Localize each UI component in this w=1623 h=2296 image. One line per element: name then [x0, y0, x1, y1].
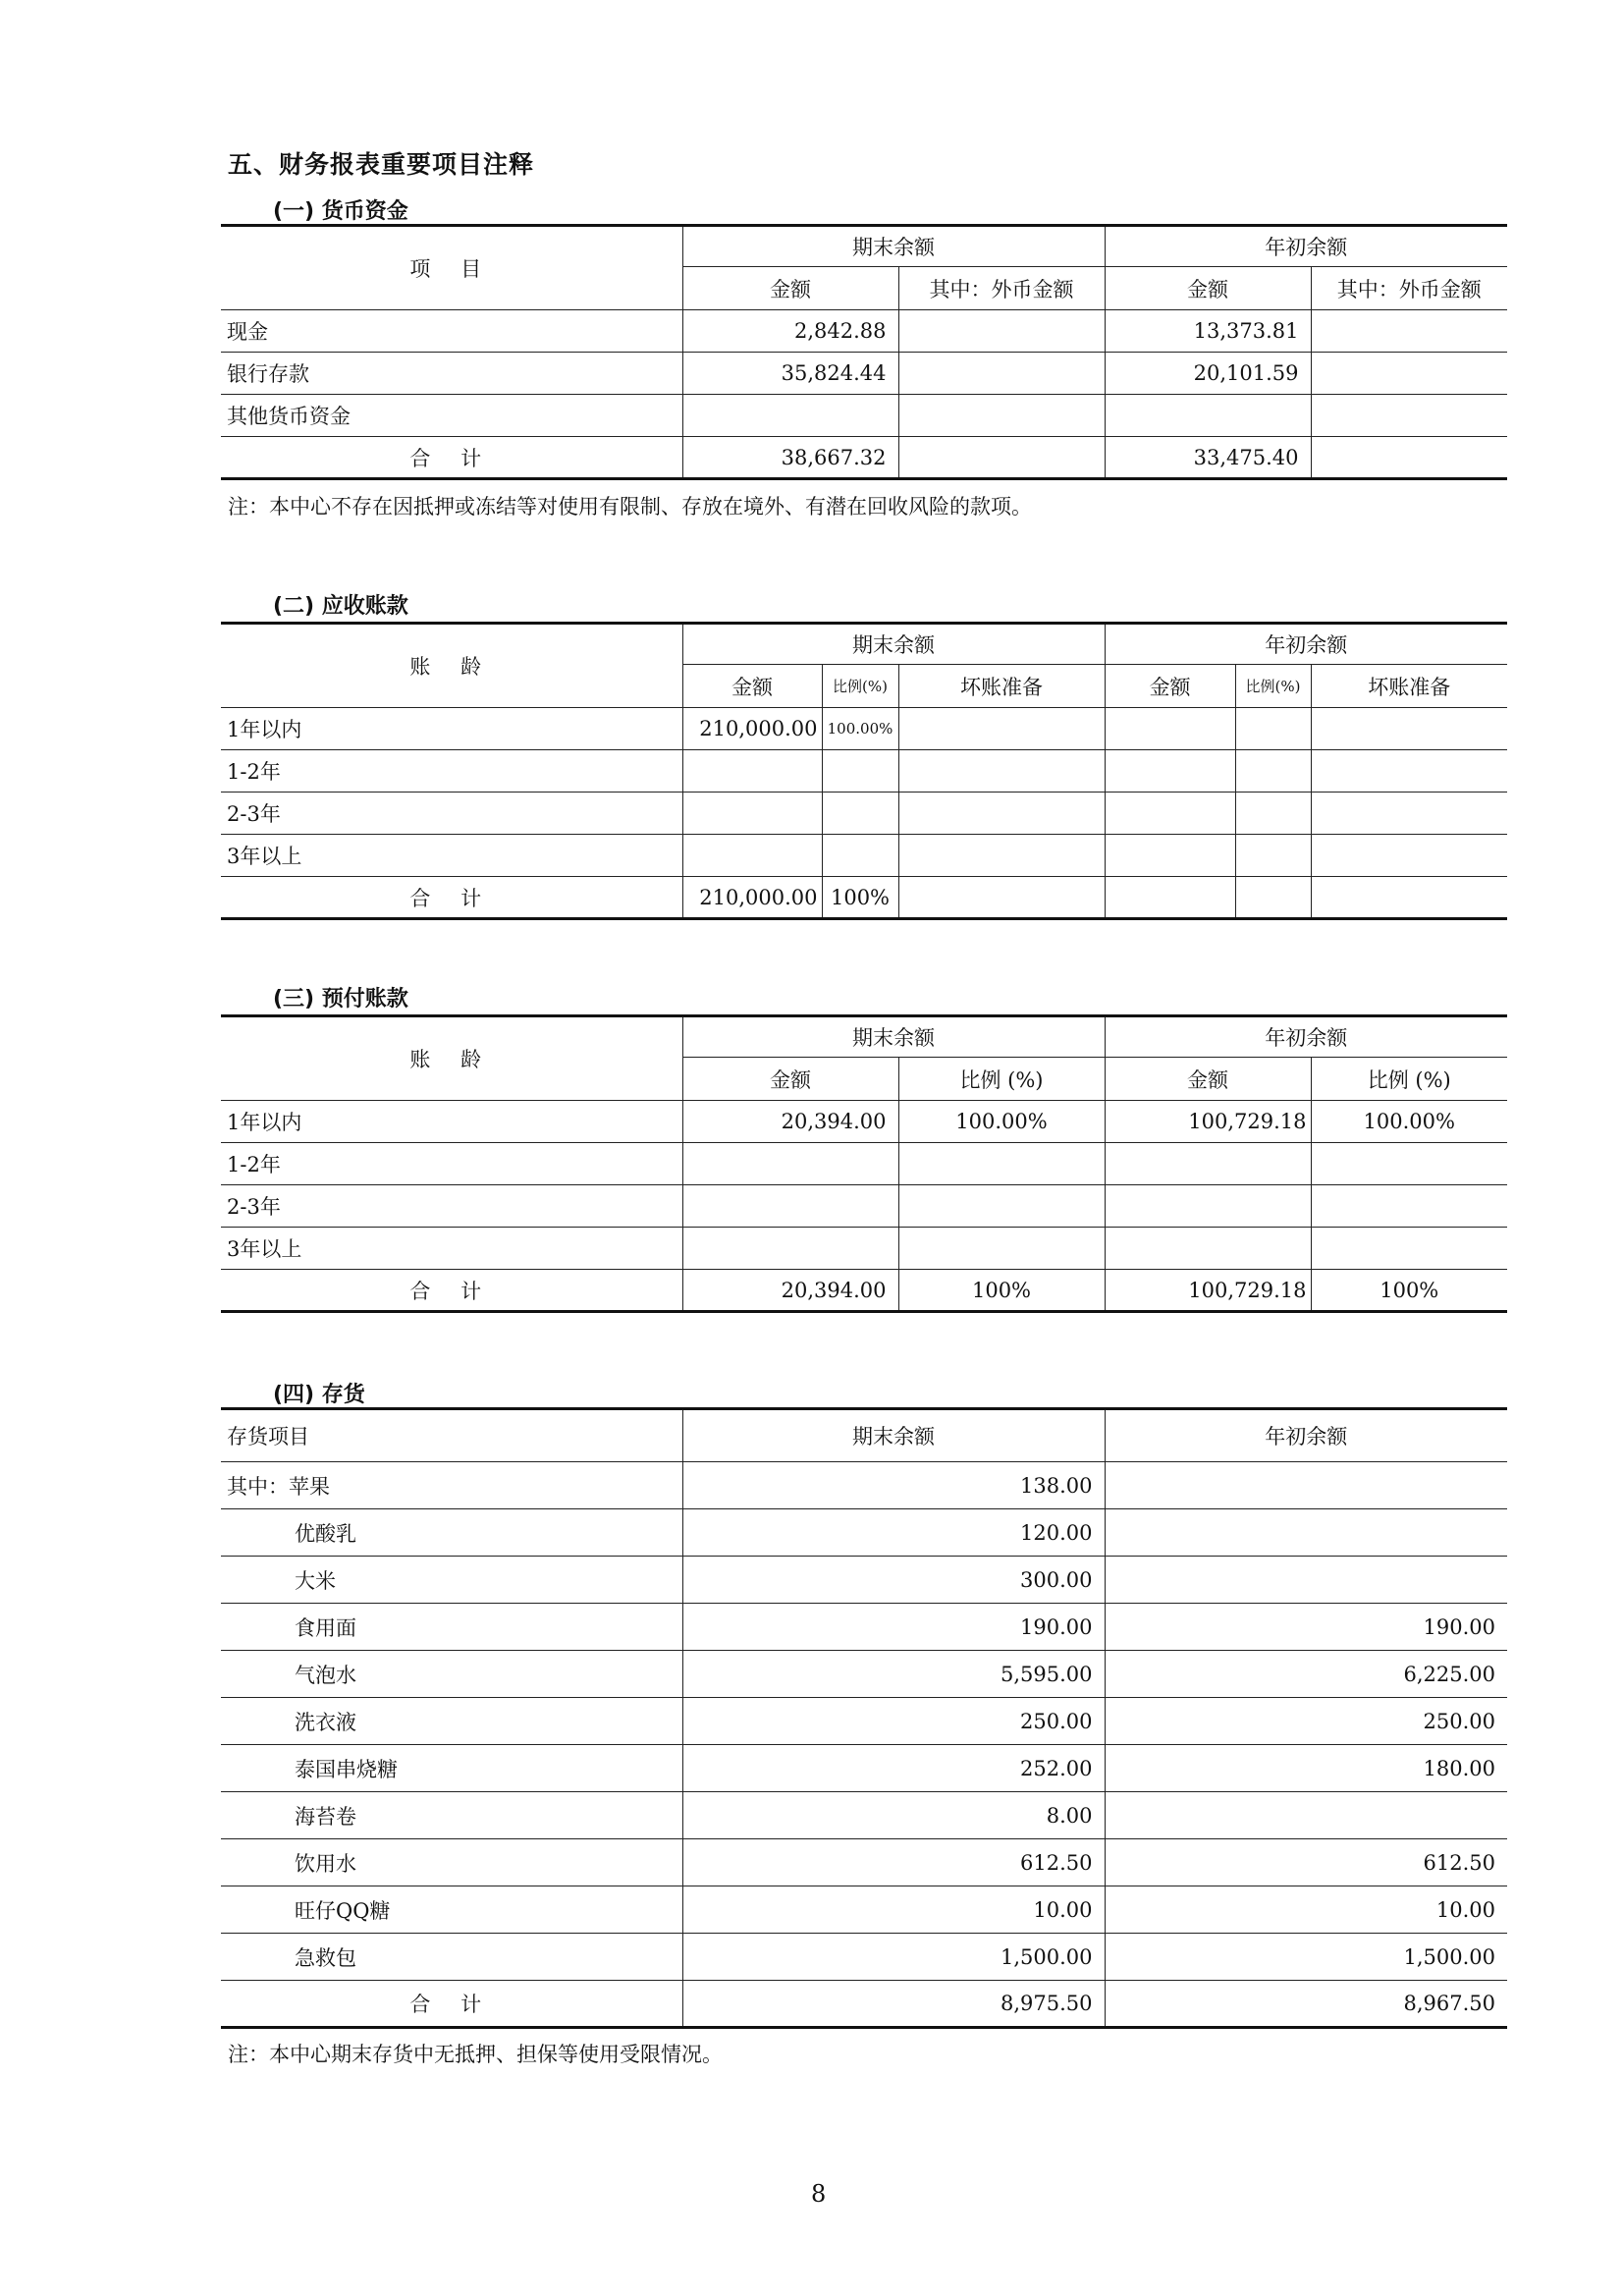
receivables-row-end-amount — [682, 793, 822, 835]
prepayments-total-end-ratio: 100% — [898, 1270, 1105, 1312]
inventory-row-begin: 6,225.00 — [1105, 1651, 1507, 1698]
table-row — [221, 1143, 1507, 1185]
table-row — [221, 1886, 1507, 1934]
receivables-row-end-amount: 210,000.00 — [682, 708, 822, 750]
cash-total-end: 38,667.32 — [682, 437, 898, 479]
inventory-row-begin: 250.00 — [1105, 1698, 1507, 1745]
inventory-row-begin: 180.00 — [1105, 1745, 1507, 1792]
prepayments-header-period-end: 期末余额 — [682, 1016, 1105, 1058]
prepayments-row-begin-ratio — [1311, 1228, 1507, 1270]
cash-row-begin: 20,101.59 — [1105, 353, 1311, 395]
section-title: 五、财务报表重要项目注释 — [228, 150, 535, 179]
table-row — [221, 310, 1507, 353]
receivables-row-begin-amount — [1105, 835, 1235, 877]
prepayments-row-end-ratio — [898, 1143, 1105, 1185]
cash-header-year-begin: 年初余额 — [1105, 226, 1507, 267]
cash-total-begin: 33,475.40 — [1105, 437, 1311, 479]
receivables-total-end-amount: 210,000.00 — [682, 877, 822, 919]
cash-row-end: 35,824.44 — [682, 353, 898, 395]
prepayments-row-begin-amount — [1105, 1185, 1311, 1228]
inventory-row-name: 大米 — [221, 1557, 682, 1604]
inventory-total-end: 8,975.50 — [682, 1981, 1105, 2028]
prepayments-row-age: 2-3年 — [221, 1185, 682, 1228]
page-number: 8 — [811, 2180, 827, 2208]
prepayments-header-end-ratio: 比例 (%) — [898, 1058, 1105, 1101]
prepayments-header-begin-ratio: 比例 (%) — [1311, 1058, 1507, 1101]
prepayments-row-end-amount: 20,394.00 — [682, 1101, 898, 1143]
prepayments-row-age: 1-2年 — [221, 1143, 682, 1185]
prepayments-total-label: 合 计 — [221, 1270, 682, 1312]
receivables-row-begin-amount — [1105, 750, 1235, 793]
receivables-header-age: 账 龄 — [221, 624, 682, 708]
inventory-total-label: 合 计 — [221, 1981, 682, 2028]
inventory-row-begin: 10.00 — [1105, 1886, 1507, 1934]
cash-row-end — [682, 395, 898, 437]
receivables-header-year-begin: 年初余额 — [1105, 624, 1507, 665]
total-row — [221, 877, 1507, 919]
prepayments-title: (三) 预付账款 — [273, 987, 408, 1011]
table-row — [221, 353, 1507, 395]
receivables-row-begin-ratio — [1235, 708, 1311, 750]
receivables-row-end-amount — [682, 750, 822, 793]
table-row — [221, 1604, 1507, 1651]
cash-header-end-foreign: 其中：外币金额 — [898, 267, 1105, 310]
prepayments-row-begin-ratio — [1311, 1185, 1507, 1228]
receivables-row-end-ratio — [822, 793, 898, 835]
cash-header-item: 项 目 — [221, 226, 682, 310]
prepayments-row-end-amount — [682, 1228, 898, 1270]
receivables-header-begin-ratio: 比例(%) — [1235, 665, 1311, 708]
inventory-row-name: 食用面 — [221, 1604, 682, 1651]
receivables-header-end-ratio: 比例(%) — [822, 665, 898, 708]
receivables-header-begin-bad-debt: 坏账准备 — [1311, 665, 1507, 708]
cash-header-end-amount: 金额 — [682, 267, 898, 310]
prepayments-row-begin-amount — [1105, 1228, 1311, 1270]
cash-row-name: 其他货币资金 — [221, 395, 682, 437]
table-row — [221, 1462, 1507, 1509]
receivables-total-label: 合 计 — [221, 877, 682, 919]
inventory-note: 注：本中心期末存货中无抵押、担保等使用受限情况。 — [228, 2043, 723, 2066]
prepayments-total-begin-amount: 100,729.18 — [1105, 1270, 1311, 1312]
prepayments-table — [221, 1014, 1507, 1313]
receivables-row-end-amount — [682, 835, 822, 877]
inventory-row-end: 190.00 — [682, 1604, 1105, 1651]
table-row — [221, 1934, 1507, 1981]
receivables-row-begin-bad — [1311, 793, 1507, 835]
inventory-row-begin — [1105, 1792, 1507, 1839]
table-row — [221, 1557, 1507, 1604]
prepayments-row-begin-ratio: 100.00% — [1311, 1101, 1507, 1143]
inventory-row-name: 饮用水 — [221, 1839, 682, 1886]
cash-total-label: 合 计 — [221, 437, 682, 479]
cash-row-end: 2,842.88 — [682, 310, 898, 353]
prepayments-row-end-ratio — [898, 1185, 1105, 1228]
inventory-row-end: 300.00 — [682, 1557, 1105, 1604]
cash-row-name: 银行存款 — [221, 353, 682, 395]
prepayments-row-begin-amount — [1105, 1143, 1311, 1185]
receivables-row-age: 1年以内 — [221, 708, 682, 750]
prepayments-row-end-amount — [682, 1185, 898, 1228]
receivables-row-end-bad — [898, 708, 1105, 750]
inventory-row-end: 10.00 — [682, 1886, 1105, 1934]
cash-header-period-end: 期末余额 — [682, 226, 1105, 267]
inventory-table — [221, 1407, 1507, 2029]
table-row — [221, 1792, 1507, 1839]
inventory-row-end: 8.00 — [682, 1792, 1105, 1839]
table-row — [221, 1228, 1507, 1270]
prepayments-header-year-begin: 年初余额 — [1105, 1016, 1507, 1058]
total-row — [221, 1981, 1507, 2028]
table-row — [221, 1651, 1507, 1698]
cash-row-end-fx — [898, 353, 1105, 395]
inventory-row-end: 120.00 — [682, 1509, 1105, 1557]
cash-title: (一) 货币资金 — [273, 199, 408, 224]
prepayments-header-age: 账 龄 — [221, 1016, 682, 1101]
receivables-header-begin-amount: 金额 — [1105, 665, 1235, 708]
total-row — [221, 1270, 1507, 1312]
receivables-row-begin-ratio — [1235, 793, 1311, 835]
cash-row-begin: 13,373.81 — [1105, 310, 1311, 353]
receivables-row-end-ratio: 100.00% — [822, 708, 898, 750]
prepayments-row-age: 3年以上 — [221, 1228, 682, 1270]
prepayments-row-end-ratio — [898, 1228, 1105, 1270]
prepayments-header-begin-amount: 金额 — [1105, 1058, 1311, 1101]
inventory-total-begin: 8,967.50 — [1105, 1981, 1507, 2028]
table-row — [221, 1698, 1507, 1745]
prepayments-row-age: 1年以内 — [221, 1101, 682, 1143]
receivables-row-end-bad — [898, 750, 1105, 793]
inventory-row-name: 海苔卷 — [221, 1792, 682, 1839]
inventory-row-name: 洗衣液 — [221, 1698, 682, 1745]
receivables-row-age: 1-2年 — [221, 750, 682, 793]
prepayments-row-end-ratio: 100.00% — [898, 1101, 1105, 1143]
inventory-header-year-begin: 年初余额 — [1105, 1409, 1507, 1462]
inventory-row-end: 5,595.00 — [682, 1651, 1105, 1698]
inventory-row-begin — [1105, 1462, 1507, 1509]
receivables-header-period-end: 期末余额 — [682, 624, 1105, 665]
receivables-row-age: 3年以上 — [221, 835, 682, 877]
receivables-row-end-ratio — [822, 750, 898, 793]
inventory-row-end: 612.50 — [682, 1839, 1105, 1886]
receivables-title: (二) 应收账款 — [273, 594, 408, 619]
prepayments-header-end-amount: 金额 — [682, 1058, 898, 1101]
cash-header-begin-amount: 金额 — [1105, 267, 1311, 310]
total-row — [221, 437, 1507, 479]
inventory-row-name: 其中：苹果 — [221, 1462, 682, 1509]
prepayments-row-begin-amount: 100,729.18 — [1105, 1101, 1311, 1143]
inventory-row-end: 138.00 — [682, 1462, 1105, 1509]
inventory-title: (四) 存货 — [273, 1383, 365, 1407]
cash-row-end-fx — [898, 395, 1105, 437]
receivables-table — [221, 622, 1507, 920]
table-row — [221, 395, 1507, 437]
inventory-row-end: 250.00 — [682, 1698, 1105, 1745]
cash-header-begin-foreign: 其中：外币金额 — [1311, 267, 1507, 310]
table-row — [221, 1185, 1507, 1228]
inventory-row-begin — [1105, 1509, 1507, 1557]
receivables-row-end-bad — [898, 835, 1105, 877]
inventory-row-name: 旺仔QQ糖 — [221, 1886, 682, 1934]
inventory-header-item: 存货项目 — [221, 1409, 682, 1462]
receivables-row-age: 2-3年 — [221, 793, 682, 835]
prepayments-row-begin-ratio — [1311, 1143, 1507, 1185]
inventory-row-begin: 1,500.00 — [1105, 1934, 1507, 1981]
receivables-row-begin-bad — [1311, 708, 1507, 750]
cash-row-begin-fx — [1311, 310, 1507, 353]
inventory-row-name: 气泡水 — [221, 1651, 682, 1698]
inventory-row-end: 252.00 — [682, 1745, 1105, 1792]
cash-row-name: 现金 — [221, 310, 682, 353]
inventory-row-begin: 612.50 — [1105, 1839, 1507, 1886]
receivables-header-end-bad-debt: 坏账准备 — [898, 665, 1105, 708]
cash-row-begin-fx — [1311, 353, 1507, 395]
receivables-row-begin-bad — [1311, 835, 1507, 877]
inventory-row-name: 泰国串烧糖 — [221, 1745, 682, 1792]
receivables-row-end-bad — [898, 793, 1105, 835]
cash-row-begin-fx — [1311, 395, 1507, 437]
inventory-row-name: 优酸乳 — [221, 1509, 682, 1557]
receivables-row-end-ratio — [822, 835, 898, 877]
table-row — [221, 835, 1507, 877]
table-row — [221, 793, 1507, 835]
table-row — [221, 1745, 1507, 1792]
receivables-row-begin-amount — [1105, 793, 1235, 835]
inventory-row-begin: 190.00 — [1105, 1604, 1507, 1651]
cash-row-begin — [1105, 395, 1311, 437]
receivables-row-begin-amount — [1105, 708, 1235, 750]
table-row — [221, 708, 1507, 750]
cash-note: 注：本中心不存在因抵押或冻结等对使用有限制、存放在境外、有潜在回收风险的款项。 — [228, 495, 1032, 519]
inventory-row-begin — [1105, 1557, 1507, 1604]
receivables-row-begin-bad — [1311, 750, 1507, 793]
prepayments-total-begin-ratio: 100% — [1311, 1270, 1507, 1312]
prepayments-row-end-amount — [682, 1143, 898, 1185]
table-row — [221, 1101, 1507, 1143]
table-row — [221, 750, 1507, 793]
inventory-row-end: 1,500.00 — [682, 1934, 1105, 1981]
cash-table — [221, 224, 1507, 480]
table-row — [221, 1839, 1507, 1886]
inventory-row-name: 急救包 — [221, 1934, 682, 1981]
receivables-total-end-ratio: 100% — [822, 877, 898, 919]
prepayments-total-end-amount: 20,394.00 — [682, 1270, 898, 1312]
inventory-header-period-end: 期末余额 — [682, 1409, 1105, 1462]
table-row — [221, 1509, 1507, 1557]
receivables-row-begin-ratio — [1235, 835, 1311, 877]
receivables-row-begin-ratio — [1235, 750, 1311, 793]
receivables-header-end-amount: 金额 — [682, 665, 822, 708]
cash-row-end-fx — [898, 310, 1105, 353]
